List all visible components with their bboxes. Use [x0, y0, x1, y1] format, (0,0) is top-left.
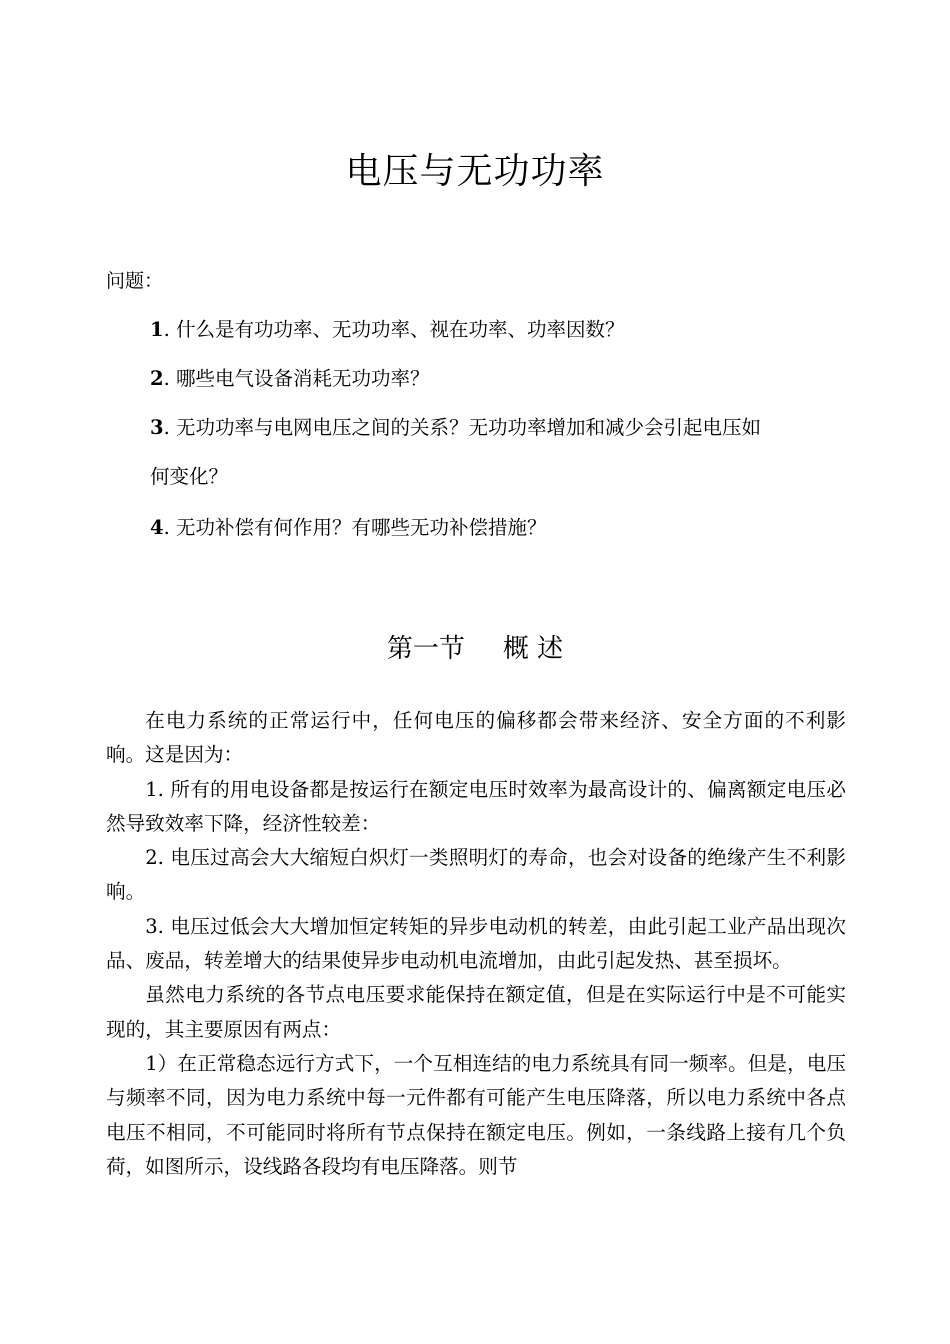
question-number: 1	[150, 318, 164, 341]
paragraph: 2. 电压过高会大大缩短白炽灯一类照明灯的寿命，也会对设备的绝缘产生不利影响。	[106, 846, 846, 904]
question-item	[150, 364, 850, 394]
body-text	[106, 704, 846, 1184]
questions-label: 问题：	[106, 270, 164, 292]
section-heading	[0, 629, 950, 669]
question-item	[150, 315, 850, 345]
question-item	[150, 413, 850, 443]
paragraph: 虽然电力系统的各节点电压要求能保持在额定值，但是在实际运行中是不可能实现的，其主要原因有两点：	[106, 983, 846, 1041]
question-text: . 无功补偿有何作用？有哪些无功补偿措施？	[163, 516, 547, 539]
paragraph: 1. 所有的用电设备都是按运行在额定电压时效率为最高设计的、偏离额定电压必然导致效率下降，经济性较差：	[106, 777, 846, 835]
question-text: . 哪些电气设备消耗无功功率？	[163, 367, 430, 390]
paragraph: 在电力系统的正常运行中，任何电压的偏移都会带来经济、安全方面的不利影响。这是因为：	[106, 709, 846, 767]
question-text: . 无功功率与电网电压之间的关系？无功功率增加和减少会引起电压如	[163, 416, 761, 439]
question-number: 4	[150, 516, 164, 539]
section-number: 第一节	[386, 634, 465, 664]
paragraph: 1）在正常稳态远行方式下，一个互相连结的电力系统具有同一频率。但是，电压与频率不同，因为电力系统中每一元件都有可能产生电压降落，所以电力系统中各点电压不相同，不可能同时将所有节点保持在额定电压。例如，一条线路上接有几个负荷，如图所示，设线路各段均有电压降落。则节	[106, 1051, 846, 1178]
document-title: 电压与无功功率	[345, 151, 605, 192]
question-number: 2	[150, 367, 164, 390]
question-text: . 什么是有功功率、无功功率、视在功率、功率因数？	[163, 318, 625, 341]
question-continuation: 何变化？	[150, 465, 229, 488]
section-name: 概 述	[502, 634, 564, 664]
question-item	[150, 513, 850, 543]
paragraph: 3. 电压过低会大大增加恒定转矩的异步电动机的转差，由此引起工业产品出现次品、废品，转差增大的结果使异步电动机电流增加，由此引起发热、甚至损坏。	[106, 914, 846, 973]
question-number: 3	[150, 416, 164, 439]
